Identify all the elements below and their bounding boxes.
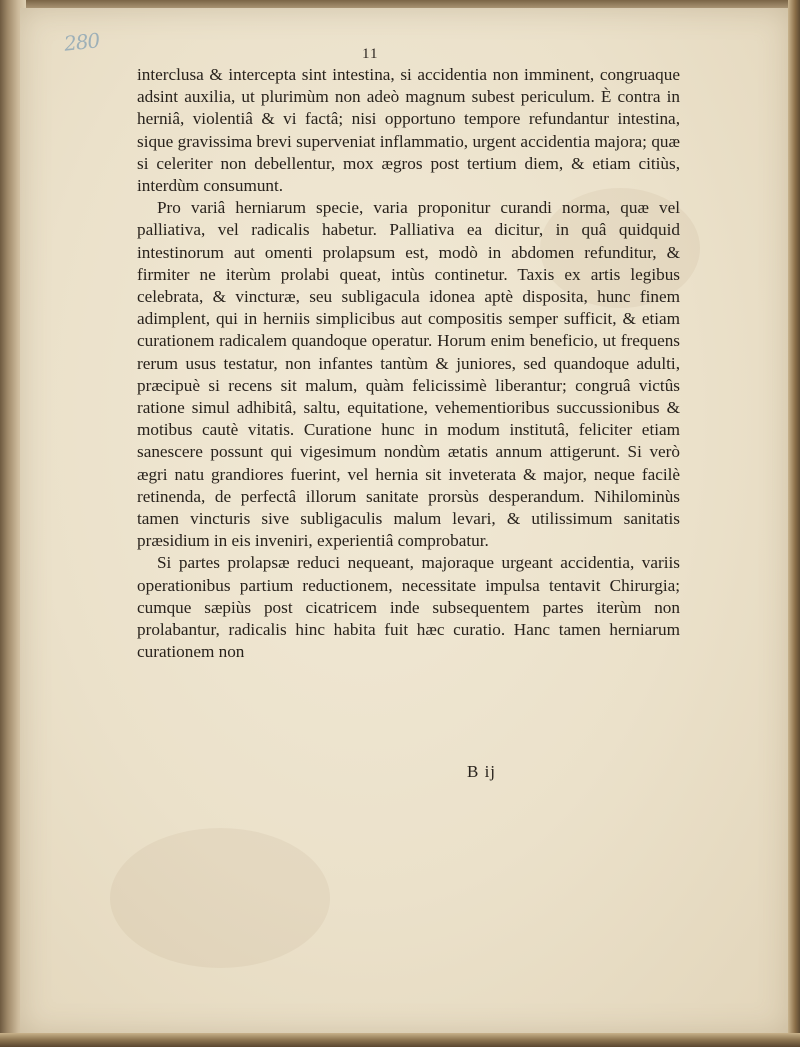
paragraph-surgery: Si partes prolapsæ reduci nequeant, majoraque urgeant accidentia, variis operationibus partium reductionem, necessitate impulsa tentavit Chirurgia; cumque sæpiùs post cicatricem inde subsequentem partes iterùm non prolabantur, radicalis hinc habita fuit hæc curatio. Hanc tamen herniarum curationem non bbox=[137, 553, 680, 662]
paragraph-continuation: interclusa & intercepta sint intestina, si accidentia non imminent, congruaque adsint auxilia, ut plurimùm non adeò magnum subest periculum. È contra in herniâ, violentiâ & vi factâ; nisi opportuno tempore refundantur intestina, sique gravissima brevi superveniat inflammatio, urgent accidentia majora; quæ si celeriter non debellentur, mox ægros post tertium diem, & etiam citiùs, interdùm consumunt. bbox=[137, 65, 680, 196]
page-right-edge bbox=[788, 0, 800, 1047]
page-bottom-edge bbox=[0, 1033, 800, 1047]
paper-stain bbox=[110, 828, 330, 968]
signature-mark: B ij bbox=[467, 762, 497, 781]
page-number: 11 bbox=[362, 46, 379, 62]
paragraph-hernia-treatment: Pro variâ herniarum specie, varia proponitur curandi norma, quæ vel palliativa, vel radicalis habetur. Palliativa ea dicitur, in quâ quidquid intestinorum aut omenti prolapsum est, modò in abdomen refunditur, & firmiter ne iterùm prolabi queat, intùs continetur. Taxis ex artis legibus celebrata, & vincturæ, seu subligacula idonea aptè disposita, hunc finem adimplent, qui in herniis simplicibus aut compositis semper sufficit, & etiam curationem radicalem quandoque operatur. Horum enim beneficio, ut frequens rerum usus testatur, non infantes tantùm & juniores, sed quandoque adulti, præcipuè si recens sit malum, quàm felicissimè liberantur; congruâ victûs ratione simul adhibitâ, saltu, equitatione, vehementioribus succussionibus & motibus cautè vitatis. Curatione hunc in modum institutâ, feliciter etiam sanescere possunt qui vigesimum nondùm ætatis annum attigerunt. Si verò ægri natu grandiores fuerint, vel hernia sit inveterata & major, neque facilè retinenda, de perfectâ illorum sanitate prorsùs desperandum. Nihilominùs tamen vincturis sive subligaculis malum levari, & utilissimum sanitatis præsidium in eis inveniri, experientiâ comprobatur. bbox=[137, 198, 680, 551]
body-text bbox=[137, 64, 680, 663]
handwritten-folio-number: 280 bbox=[62, 28, 101, 56]
